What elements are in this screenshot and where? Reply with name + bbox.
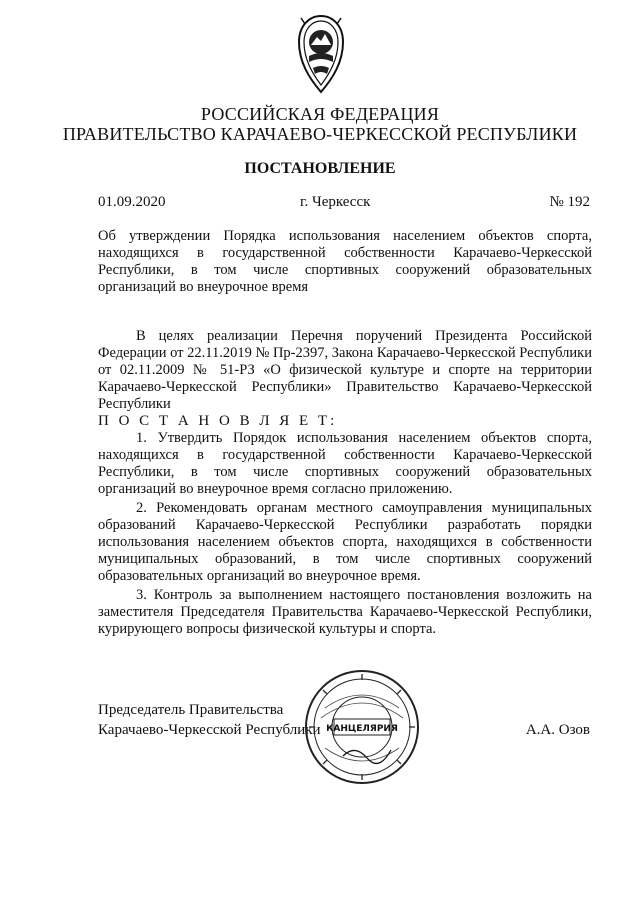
- signatory-position: [98, 700, 321, 740]
- header-country: РОССИЙСКАЯ ФЕДЕРАЦИЯ: [200, 104, 440, 124]
- decree-word: П О С Т А Н О В Л Я Е Т:: [98, 413, 338, 429]
- signatory-name: А.А. Озов: [525, 722, 590, 738]
- decree-item-3: 3. Контроль за выполнением настоящего постановления возложить на заместителя Председателя Правительства Карачаево-Черкесской Республики, курирующего вопросы физической культуры и спорта.: [98, 587, 592, 637]
- document-date: 01.09.2020: [98, 194, 166, 210]
- document-body: [98, 328, 592, 638]
- document-type: ПОСТАНОВЛЕНИЕ: [244, 160, 396, 177]
- decree-item-1: 1. Утвердить Порядок использования населением объектов спорта, находящихся в государственной собственности Карачаево-Черкесской Республики, в том числе спортивных сооружений образовательных организаций во внеурочное время согласно приложению.: [98, 430, 592, 497]
- preamble-paragraph: В целях реализации Перечня поручений Президента Российской Федерации от 22.11.2019 № Пр-2397, Закона Карачаево-Черкесской Республики от 02.11.2009 № 51-РЗ «О физической культуре и спорте на территории Карачаево-Черкесской Республики» Правительство Карачаево-Черкесской Республики: [98, 328, 592, 412]
- decree-item-2: 2. Рекомендовать органам местного самоуправления муниципальных образований Карачаево-Черкесской Республики разработать порядки использования населением объектов спорта, находящихся в собственности муниципальных образований, в том числе спортивных сооружений образовательных организаций во внеурочное время.: [98, 500, 592, 584]
- header-government: ПРАВИТЕЛЬСТВО КАРАЧАЕВО-ЧЕРКЕССКОЙ РЕСПУБЛИКИ: [62, 124, 578, 144]
- document-subject: Об утверждении Порядка использования населением объектов спорта, находящихся в государственной собственности Карачаево-Черкесской Республики, в том числе спортивных сооружений образовательных организаций во внеурочное время: [98, 228, 592, 295]
- signatory-position-line2: Карачаево-Черкесской Республики: [98, 722, 321, 738]
- document-city: г. Черкесск: [300, 194, 371, 210]
- document-number: № 192: [549, 194, 590, 210]
- stamp-center-text: КАНЦЕЛЯРИЯ: [326, 724, 398, 734]
- coat-of-arms-icon: [295, 12, 347, 96]
- signatory-position-line1: Председатель Правительства: [98, 702, 284, 718]
- official-stamp-icon: [303, 668, 421, 786]
